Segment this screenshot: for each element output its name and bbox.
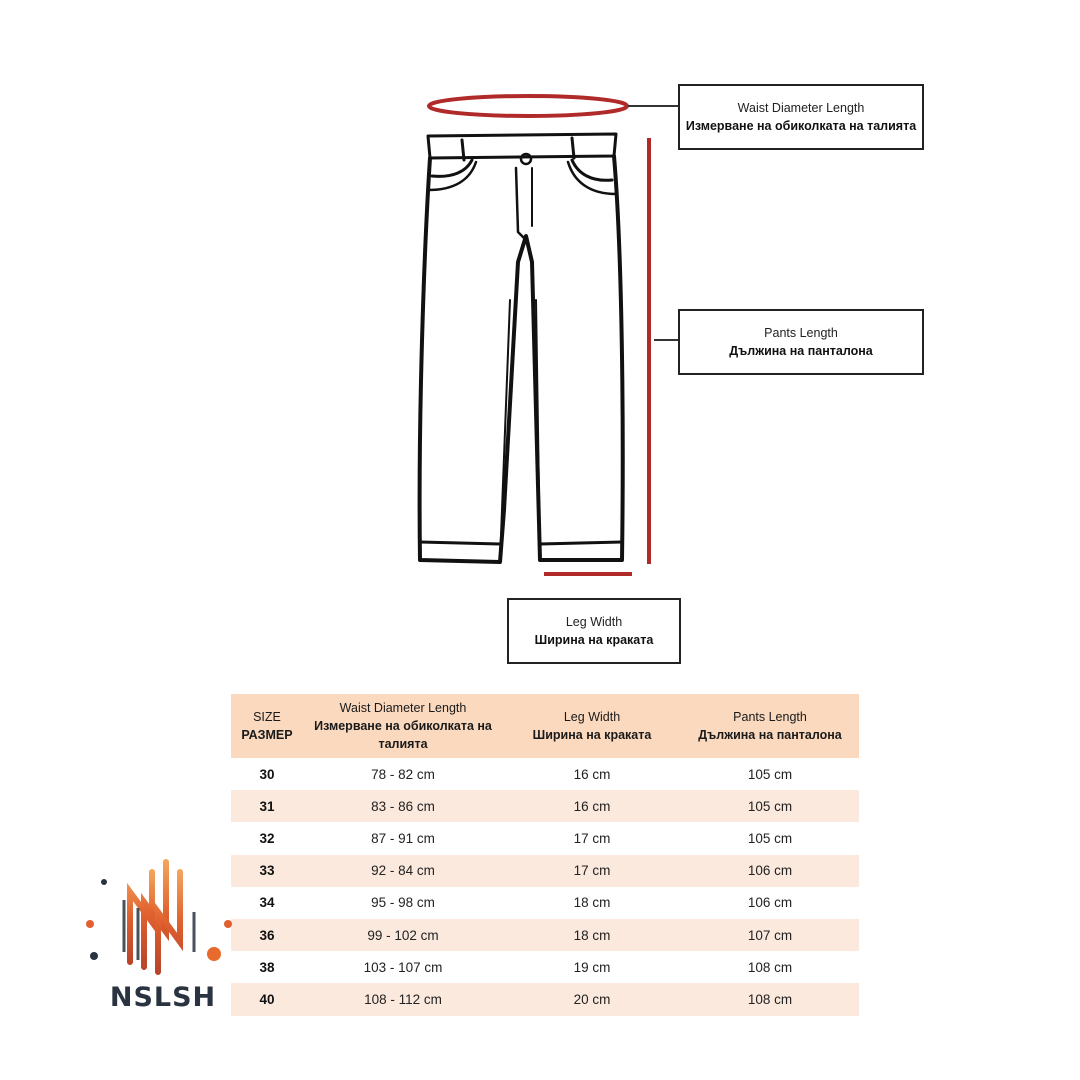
length-cell: 105 cm xyxy=(747,766,793,782)
leg-callout-en: Leg Width xyxy=(565,615,623,629)
waist-callout-bg: Измерване на обиколката на талията xyxy=(685,119,917,133)
size-cell: 40 xyxy=(231,983,303,1015)
length-cell: 107 cm xyxy=(681,919,859,951)
size-cell: 34 xyxy=(259,895,275,911)
length-callout-en: Pants Length xyxy=(764,326,838,340)
header-waist: Waist Diameter Length Измерване на обиколката на талията xyxy=(303,694,503,758)
pants-outline-icon xyxy=(420,134,623,562)
leg-callout-bg: Ширина на краката xyxy=(534,633,654,647)
header-leg: Leg Width Ширина на краката xyxy=(503,694,681,758)
waist-measure-ellipse xyxy=(429,96,627,116)
table-row xyxy=(231,822,859,854)
table-row xyxy=(231,951,859,983)
waist-cell: 87 - 91 cm xyxy=(371,830,435,846)
length-callout xyxy=(678,309,924,375)
size-cell: 31 xyxy=(231,790,303,822)
table-row xyxy=(231,855,859,887)
header-size: SIZE РАЗМЕР xyxy=(231,694,303,758)
table-row xyxy=(231,919,859,951)
size-table xyxy=(231,694,859,1016)
length-cell: 105 cm xyxy=(747,830,793,846)
length-callout-bg: Дължина на панталона xyxy=(729,344,873,358)
table-row xyxy=(231,758,859,790)
leg-cell: 17 cm xyxy=(573,830,611,846)
leg-cell: 18 cm xyxy=(503,919,681,951)
size-cell: 38 xyxy=(259,959,275,975)
waist-callout xyxy=(678,84,924,150)
size-cell: 30 xyxy=(259,766,275,782)
waist-callout-en: Waist Diameter Length xyxy=(737,101,865,115)
waist-cell: 108 - 112 cm xyxy=(303,983,503,1015)
leg-cell: 16 cm xyxy=(573,766,611,782)
waist-cell: 92 - 84 cm xyxy=(303,855,503,887)
length-cell: 106 cm xyxy=(681,855,859,887)
length-cell: 108 cm xyxy=(681,983,859,1015)
length-cell: 108 cm xyxy=(747,959,793,975)
waist-cell: 83 - 86 cm xyxy=(303,790,503,822)
table-row xyxy=(231,887,859,919)
logo-text: NSLSH xyxy=(109,982,217,1013)
waist-cell: 95 - 98 cm xyxy=(371,895,435,911)
leg-callout xyxy=(507,598,681,664)
header-length: Pants Length Дължина на панталона xyxy=(681,694,859,758)
leg-cell: 17 cm xyxy=(503,855,681,887)
size-table-header xyxy=(231,694,859,758)
size-cell: 36 xyxy=(231,919,303,951)
leg-cell: 18 cm xyxy=(573,895,611,911)
leg-cell: 16 cm xyxy=(503,790,681,822)
size-cell: 33 xyxy=(231,855,303,887)
table-row xyxy=(231,790,859,822)
leg-cell: 20 cm xyxy=(503,983,681,1015)
leg-cell: 19 cm xyxy=(573,959,611,975)
length-cell: 105 cm xyxy=(681,790,859,822)
size-cell: 32 xyxy=(259,830,275,846)
table-row xyxy=(231,983,859,1015)
length-cell: 106 cm xyxy=(747,895,793,911)
waist-cell: 99 - 102 cm xyxy=(303,919,503,951)
waist-cell: 78 - 82 cm xyxy=(371,766,435,782)
waist-cell: 103 - 107 cm xyxy=(363,959,443,975)
